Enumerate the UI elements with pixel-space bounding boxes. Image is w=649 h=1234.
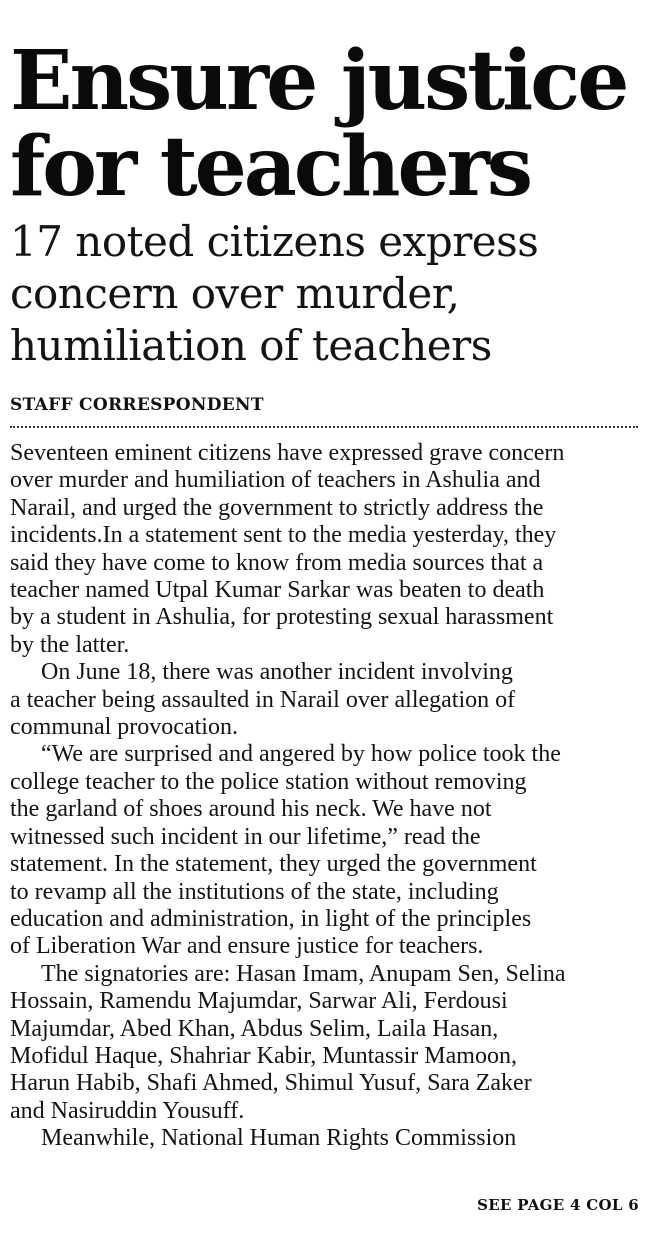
subheadline-line: concern over murder,	[10, 269, 460, 318]
dotted-divider	[10, 426, 638, 428]
headline-line: Ensure justice	[10, 33, 627, 129]
text-line: teacher named Utpal Kumar Sarkar was beaten to death	[10, 577, 545, 604]
text-line: Harun Habib, Shafi Ahmed, Shimul Yusuf, Sara Zaker	[10, 1070, 532, 1097]
paragraph	[10, 961, 640, 1125]
text-line: The signatories are: Hasan Imam, Anupam Sen, Selina	[41, 960, 566, 987]
headline	[10, 0, 640, 215]
text-line: college teacher to the police station without removing	[10, 768, 527, 795]
subheadline-line: 17 noted citizens express	[10, 217, 539, 266]
text-line: of Liberation War and ensure justice for teachers.	[10, 933, 484, 960]
text-line: Hossain, Ramendu Majumdar, Sarwar Ali, Ferdousi	[10, 988, 508, 1015]
subheadline-line: humiliation of teachers	[10, 321, 492, 370]
text-line: statement. In the statement, they urged the government	[10, 851, 537, 878]
text-line: witnessed such incident in our lifetime,” read the	[10, 823, 481, 850]
text-line: over murder and humiliation of teachers in Ashulia and	[10, 467, 541, 494]
text-line: a teacher being assaulted in Narail over allegation of	[10, 686, 516, 713]
text-line: Mofidul Haque, Shahriar Kabir, Muntassir Mamoon,	[10, 1042, 517, 1069]
text-line: Narail, and urged the government to strictly address the	[10, 494, 544, 521]
text-line: Seventeen eminent citizens have expressed grave concern	[10, 440, 565, 466]
paragraph	[10, 659, 640, 741]
subheadline	[10, 216, 640, 372]
text-line: the garland of shoes around his neck. We have not	[10, 796, 492, 823]
text-line: education and administration, in light of the principles	[10, 905, 532, 932]
continuation-jump: SEE PAGE 4 COL 6	[477, 1196, 639, 1214]
paragraph	[10, 1125, 640, 1152]
text-line: by the latter.	[10, 631, 130, 658]
text-line: Meanwhile, National Human Rights Commission	[41, 1125, 517, 1152]
byline: STAFF CORRESPONDENT	[10, 395, 264, 415]
text-line: and Nasiruddin Yousuff.	[10, 1097, 245, 1124]
text-line: communal provocation.	[10, 714, 238, 741]
news-article	[10, 0, 640, 1153]
text-line: Majumdar, Abed Khan, Abdus Selim, Laila Hasan,	[10, 1015, 499, 1042]
text-line: to revamp all the institutions of the state, including	[10, 878, 499, 905]
headline-line: for teachers	[10, 119, 530, 215]
text-line: On June 18, there was another incident involving	[41, 659, 513, 686]
paragraph	[10, 741, 640, 960]
text-line: “We are surprised and angered by how police took the	[41, 741, 561, 768]
paragraph	[10, 440, 640, 659]
text-line: said they have come to know from media sources that a	[10, 549, 544, 576]
text-line: by a student in Ashulia, for protesting sexual harassment	[10, 604, 554, 631]
article-body	[10, 440, 640, 1153]
text-line: incidents.In a statement sent to the media yesterday, they	[10, 522, 557, 549]
